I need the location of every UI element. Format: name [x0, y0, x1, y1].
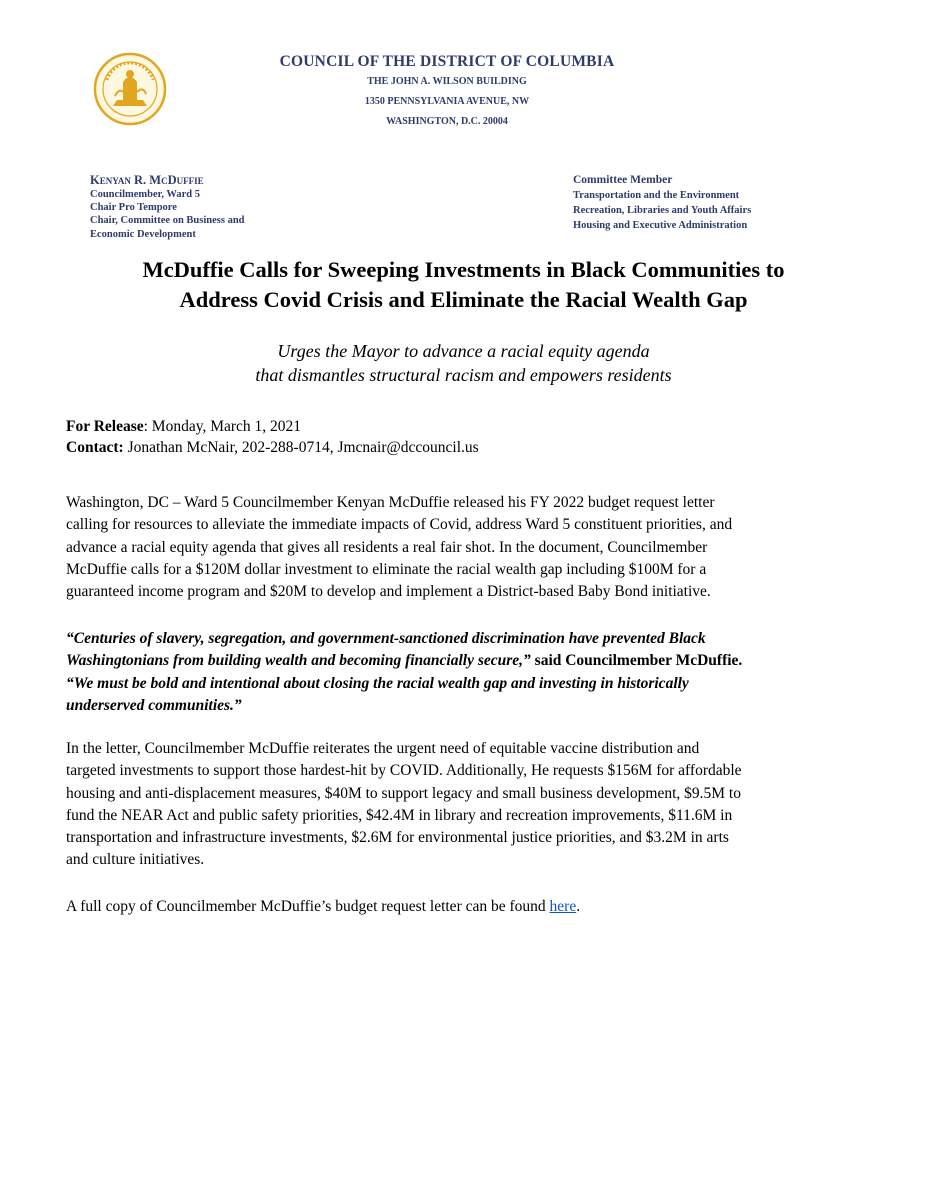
contact-label: Contact:: [66, 438, 124, 456]
councilmember-role: Councilmember, Ward 5: [90, 189, 200, 200]
paragraph-line: guaranteed income program and $20M to develop and implement a District-based Baby Bond initiative.: [66, 583, 711, 601]
councilmember-role: Chair Pro Tempore: [90, 202, 177, 214]
release-date: : Monday, March 1, 2021: [143, 418, 302, 435]
committee-block: [573, 172, 751, 233]
quote-attribution: said Councilmember McDuffie.: [530, 652, 743, 670]
subhead-line: that dismantles structural racism and empowers residents: [255, 364, 672, 385]
paragraph-line: transportation and infrastructure investments, $2.6M for environmental justice priorities, and $3.2M in arts: [66, 829, 729, 847]
press-release-subhead: [40, 340, 887, 387]
quote-line: “Centuries of slavery, segregation, and government-sanctioned discrimination have prevented Black: [66, 630, 706, 647]
quote-line: underserved communities.”: [66, 696, 242, 714]
release-label: For Release: [66, 418, 144, 435]
body-paragraph-quote: [66, 628, 866, 717]
paragraph-line: In the letter, Councilmember McDuffie reiterates the urgent need of equitable vaccine distribution and: [66, 740, 700, 757]
paragraph-line: Washington, DC – Ward 5 Councilmember Kenyan McDuffie released his FY 2022 budget request letter: [66, 494, 715, 511]
letterhead-title: COUNCIL OF THE DISTRICT OF COLUMBIA: [279, 53, 615, 70]
paragraph-line: advance a racial equity agenda that gives all residents a real fair shot. In the document, Councilmember: [66, 538, 708, 556]
committee-item: Transportation and the Environment: [573, 190, 740, 201]
press-release-headline: [40, 255, 887, 315]
paragraph-line: fund the NEAR Act and public safety priorities, $42.4M in library and recreation improvements, $11.6M in: [66, 806, 733, 824]
contact-details: Jonathan McNair, 202-288-0714, Jmcnair@dccouncil.us: [123, 438, 479, 456]
committee-item: Housing and Executive Administration: [573, 220, 748, 231]
paragraph-line: housing and anti-displacement measures, $40M to support legacy and small business development, $9.5M to: [66, 784, 741, 802]
release-info: [66, 417, 479, 458]
link-sentence: A full copy of Councilmember McDuffie’s budget request letter can be found: [66, 898, 550, 915]
body-paragraph-link: [66, 896, 866, 918]
quote-line: “We must be bold and intentional about closing the racial wealth gap and investing in historically: [66, 674, 689, 692]
subhead-line: Urges the Mayor to advance a racial equity agenda: [277, 341, 650, 361]
release-date-line: [66, 417, 479, 438]
councilmember-role: Chair, Committee on Business and: [90, 215, 245, 227]
headline-line: Address Covid Crisis and Eliminate the Racial Wealth Gap: [179, 287, 748, 312]
quote-text: Washingtonians from building wealth and becoming financially secure,”: [66, 652, 531, 670]
paragraph-line: and culture initiatives.: [66, 851, 205, 869]
paragraph-line: calling for resources to alleviate the immediate impacts of Covid, address Ward 5 constituent priorities, and: [66, 516, 733, 534]
letterhead: [0, 52, 894, 132]
paragraph-line: targeted investments to support those hardest-hit by COVID. Additionally, He requests $156M for affordable: [66, 762, 742, 780]
body-paragraph-intro: [66, 492, 866, 603]
headline-line: McDuffie Calls for Sweeping Investments in Black Communities to: [142, 257, 785, 282]
letterhead-address-line: 1350 PENNSYLVANIA AVENUE, NW: [364, 96, 530, 107]
committee-item: Recreation, Libraries and Youth Affairs: [573, 205, 752, 216]
councilmember-role: Economic Development: [90, 228, 196, 240]
budget-letter-link[interactable]: here: [549, 898, 577, 915]
contact-line: [66, 438, 479, 459]
sentence-end: .: [576, 898, 581, 915]
quote-line: [66, 650, 866, 672]
paragraph-line: [66, 896, 866, 918]
committee-heading: Committee Member: [573, 174, 673, 186]
councilmember-name: Kenyan R. McDuffie: [90, 173, 204, 187]
letterhead-address-line: WASHINGTON, D.C. 20004: [386, 116, 508, 127]
body-paragraph-requests: [66, 738, 866, 872]
paragraph-line: McDuffie calls for a $120M dollar investment to eliminate the racial wealth gap including $100M for a: [66, 560, 707, 578]
letterhead-address-line: THE JOHN A. WILSON BUILDING: [367, 76, 527, 87]
councilmember-block: [90, 172, 245, 241]
